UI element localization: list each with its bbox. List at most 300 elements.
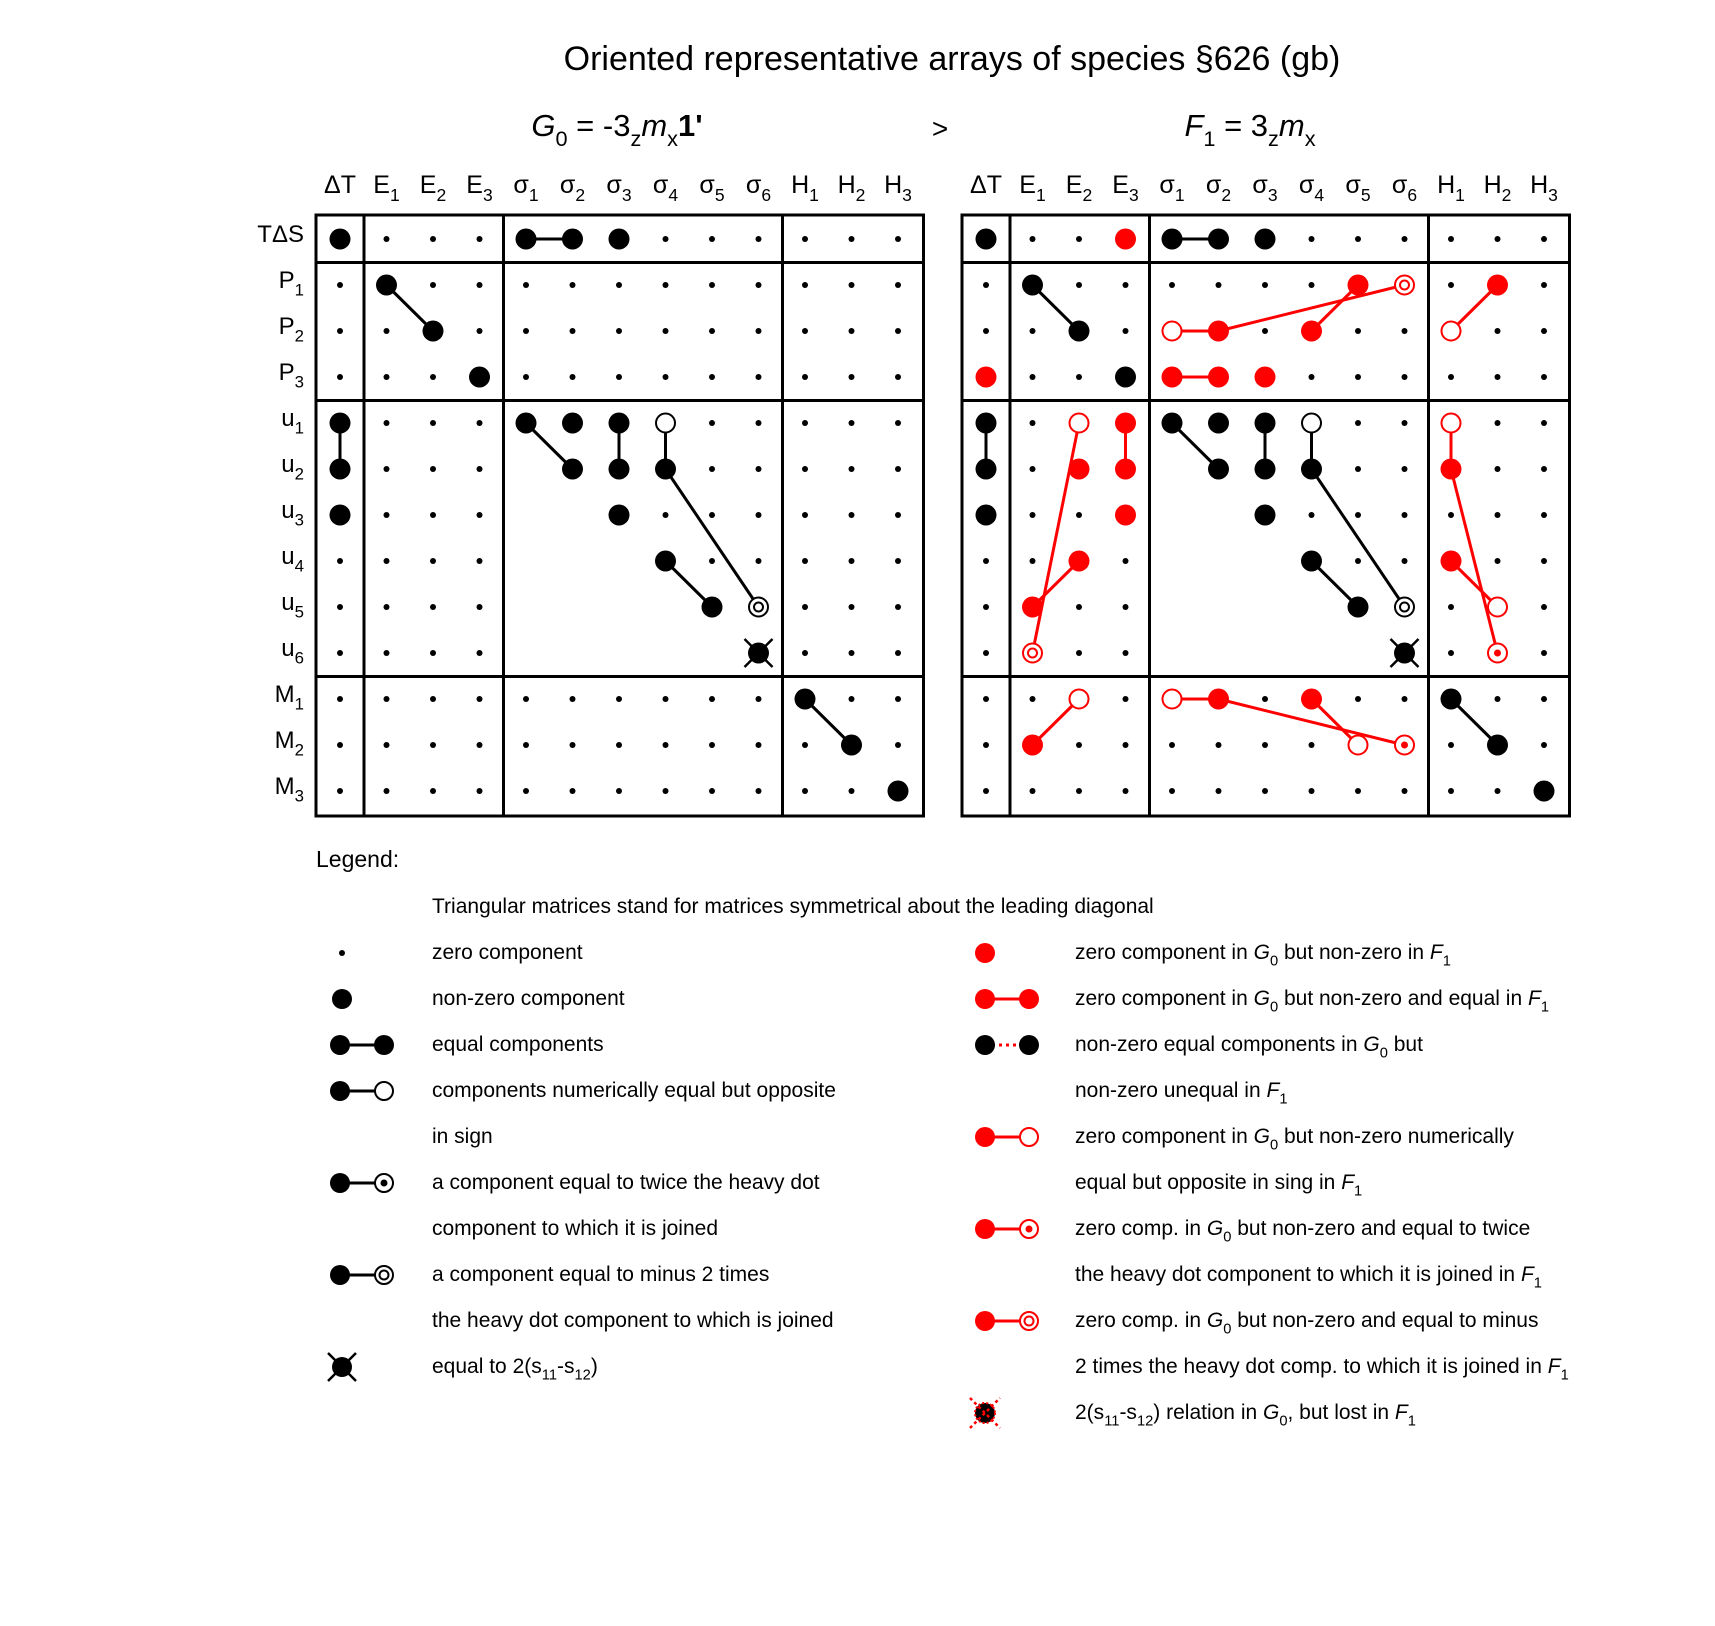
zero-dot — [1355, 696, 1361, 702]
zero-dot — [337, 696, 343, 702]
component-dot — [1487, 735, 1508, 756]
minus-two-inner-circle — [1025, 1317, 1034, 1326]
column-header: $\sigma_3$ — [606, 171, 632, 205]
zero-dot — [430, 374, 436, 380]
zero-dot — [663, 374, 669, 380]
zero-dot — [1262, 282, 1268, 288]
zero-dot — [1309, 374, 1315, 380]
zero-dot — [1076, 512, 1082, 518]
zero-dot — [477, 282, 483, 288]
column-header: $H_2$ — [837, 171, 866, 205]
zero-dot — [384, 420, 390, 426]
zero-dot — [616, 742, 622, 748]
legend-item-text: zero component in $G_0$ but non-zero and equal in $F_1$ — [1075, 987, 1549, 1016]
red-component-dot — [1301, 689, 1322, 710]
twice-circle-center — [1401, 742, 1408, 749]
zero-dot — [849, 282, 855, 288]
zero-dot — [1495, 236, 1501, 242]
zero-dot — [756, 420, 762, 426]
zero-dot — [337, 788, 343, 794]
component-dot — [609, 413, 630, 434]
red-component-dot — [975, 1219, 995, 1239]
zero-dot — [1030, 788, 1036, 794]
component-dot — [609, 229, 630, 250]
component-dot — [330, 505, 351, 526]
opposite-sign-circle — [1349, 736, 1368, 755]
zero-dot — [983, 788, 989, 794]
zero-dot — [523, 328, 529, 334]
red-component-dot — [1162, 367, 1183, 388]
red-component-dot — [1115, 505, 1136, 526]
zero-dot — [1541, 650, 1547, 656]
zero-dot — [849, 650, 855, 656]
zero-dot — [802, 282, 808, 288]
zero-dot — [430, 282, 436, 288]
component-dot — [374, 1035, 394, 1055]
component-dot — [1348, 597, 1369, 618]
zero-dot — [523, 282, 529, 288]
opposite-sign-circle — [1070, 414, 1089, 433]
zero-dot — [802, 328, 808, 334]
zero-dot — [983, 328, 989, 334]
component-dot — [330, 1035, 350, 1055]
column-header: $H_3$ — [1530, 171, 1558, 205]
zero-dot — [1355, 420, 1361, 426]
legend-item-text: non-zero equal components in $G_0$ but — [1075, 1033, 1423, 1062]
zero-dot — [1448, 650, 1454, 656]
red-component-dot — [1255, 367, 1276, 388]
zero-dot — [339, 950, 345, 956]
zero-dot — [477, 420, 483, 426]
component-dot — [1115, 367, 1136, 388]
zero-dot — [384, 604, 390, 610]
column-header: $\sigma_5$ — [699, 171, 725, 205]
zero-dot — [1030, 512, 1036, 518]
component-dot — [975, 1035, 995, 1055]
twice-circle-center — [381, 1180, 388, 1187]
zero-dot — [1030, 236, 1036, 242]
red-component-dot — [1115, 413, 1136, 434]
legend-item-text: equal to $2(s_{11}-s_{12})$ — [432, 1355, 598, 1384]
zero-dot — [1309, 282, 1315, 288]
zero-dot — [1541, 374, 1547, 380]
zero-dot — [1402, 374, 1408, 380]
zero-dot — [1495, 558, 1501, 564]
zero-dot — [709, 466, 715, 472]
red-component-dot — [1208, 689, 1229, 710]
zero-dot — [1030, 328, 1036, 334]
zero-dot — [849, 512, 855, 518]
red-component-dot — [1069, 459, 1090, 480]
zero-dot — [1448, 512, 1454, 518]
row-header: $u_3$ — [281, 497, 304, 530]
zero-dot — [570, 328, 576, 334]
zero-dot — [1076, 282, 1082, 288]
opposite-sign-circle — [656, 414, 675, 433]
zero-dot — [1495, 788, 1501, 794]
zero-dot — [616, 374, 622, 380]
zero-dot — [570, 282, 576, 288]
component-dot — [841, 735, 862, 756]
legend-item-text: component to which it is joined — [432, 1217, 718, 1240]
row-header: $u_6$ — [281, 635, 304, 668]
opposite-sign-circle — [1488, 598, 1507, 617]
column-header: $H_2$ — [1483, 171, 1512, 205]
component-dot — [376, 275, 397, 296]
zero-dot — [1123, 558, 1129, 564]
zero-dot — [1076, 742, 1082, 748]
zero-dot — [709, 512, 715, 518]
column-header: $\sigma_5$ — [1345, 171, 1371, 205]
zero-dot — [1495, 696, 1501, 702]
red-component-dot — [1069, 551, 1090, 572]
zero-dot — [756, 328, 762, 334]
zero-dot — [709, 282, 715, 288]
zero-dot — [709, 696, 715, 702]
zero-dot — [802, 374, 808, 380]
zero-dot — [1448, 788, 1454, 794]
component-dot — [516, 413, 537, 434]
zero-dot — [570, 696, 576, 702]
zero-dot — [477, 328, 483, 334]
component-dot — [1162, 413, 1183, 434]
legend-item-text: zero component — [432, 941, 583, 964]
component-dot — [1019, 1035, 1039, 1055]
minus-two-inner-circle — [1028, 649, 1037, 658]
group-header-g0: $G_0 = -3_zm_x1'$ — [531, 108, 703, 151]
zero-dot — [1402, 328, 1408, 334]
zero-dot — [983, 282, 989, 288]
zero-dot — [1169, 788, 1175, 794]
column-header: $E_3$ — [466, 171, 493, 205]
zero-dot — [1402, 466, 1408, 472]
component-dot — [655, 459, 676, 480]
zero-dot — [663, 696, 669, 702]
legend-item-text: a component equal to twice the heavy dot — [432, 1171, 820, 1194]
zero-dot — [802, 788, 808, 794]
zero-dot — [570, 374, 576, 380]
zero-dot — [337, 374, 343, 380]
row-header: $M_1$ — [274, 681, 304, 714]
row-header: $M_3$ — [274, 773, 304, 806]
row-header: $u_4$ — [281, 543, 304, 576]
zero-dot — [477, 512, 483, 518]
zero-dot — [1169, 282, 1175, 288]
column-header: $H_3$ — [884, 171, 912, 205]
opposite-sign-circle — [1070, 690, 1089, 709]
legend-item-text: zero component in $G_0$ but non-zero in $F_1$ — [1075, 941, 1451, 970]
zero-dot — [1355, 328, 1361, 334]
legend-heading: Legend: — [316, 846, 400, 872]
component-dot — [702, 597, 723, 618]
zero-dot — [663, 328, 669, 334]
component-dot — [655, 551, 676, 572]
column-header: $\sigma_2$ — [559, 171, 586, 205]
red-component-dot — [975, 989, 995, 1009]
opposite-sign-circle — [1163, 322, 1182, 341]
zero-dot — [895, 466, 901, 472]
zero-dot — [430, 512, 436, 518]
component-dot — [976, 413, 997, 434]
red-component-dot — [1208, 321, 1229, 342]
zero-dot — [384, 558, 390, 564]
legend-item-text: equal but opposite in sing in $F_1$ — [1075, 1171, 1363, 1200]
opposite-sign-circle — [375, 1082, 393, 1100]
zero-dot — [430, 650, 436, 656]
zero-dot — [756, 558, 762, 564]
zero-dot — [384, 328, 390, 334]
zero-dot — [430, 696, 436, 702]
red-component-dot — [975, 1127, 995, 1147]
zero-dot — [849, 696, 855, 702]
zero-dot — [616, 328, 622, 334]
zero-dot — [663, 282, 669, 288]
zero-dot — [477, 742, 483, 748]
zero-dot — [1262, 696, 1268, 702]
zero-dot — [1402, 420, 1408, 426]
zero-dot — [1030, 374, 1036, 380]
zero-dot — [384, 742, 390, 748]
red-component-dot — [1022, 597, 1043, 618]
zero-dot — [430, 236, 436, 242]
zero-dot — [849, 374, 855, 380]
zero-dot — [709, 742, 715, 748]
zero-dot — [1123, 604, 1129, 610]
zero-dot — [1541, 558, 1547, 564]
legend-item-text: the heavy dot component to which it is joined in $F_1$ — [1075, 1263, 1542, 1292]
zero-dot — [1030, 420, 1036, 426]
zero-dot — [802, 466, 808, 472]
zero-dot — [663, 236, 669, 242]
zero-dot — [1402, 512, 1408, 518]
column-header: $E_3$ — [1112, 171, 1139, 205]
component-dot — [976, 229, 997, 250]
component-dot — [423, 321, 444, 342]
zero-dot — [616, 282, 622, 288]
opposite-sign-circle — [1302, 414, 1321, 433]
legend-item-text: zero comp. in $G_0$ but non-zero and equal to twice — [1075, 1217, 1531, 1246]
zero-dot — [1448, 282, 1454, 288]
zero-dot — [384, 788, 390, 794]
zero-dot — [1309, 236, 1315, 242]
zero-dot — [1495, 420, 1501, 426]
row-header: $M_2$ — [274, 727, 304, 760]
zero-dot — [895, 650, 901, 656]
zero-dot — [1123, 788, 1129, 794]
component-dot — [330, 1081, 350, 1101]
component-dot — [1255, 229, 1276, 250]
column-header: $\sigma_3$ — [1252, 171, 1278, 205]
minus-two-inner-circle — [1400, 281, 1409, 290]
component-dot — [562, 229, 583, 250]
zero-dot — [895, 558, 901, 564]
opposite-sign-circle — [1020, 1128, 1038, 1146]
component-dot — [1301, 551, 1322, 572]
legend-item-text: zero comp. in $G_0$ but non-zero and equal to minus — [1075, 1309, 1539, 1338]
column-header: ΔT — [970, 171, 1002, 199]
zero-dot — [1076, 604, 1082, 610]
zero-dot — [570, 788, 576, 794]
component-dot — [330, 413, 351, 434]
zero-dot — [1030, 558, 1036, 564]
zero-dot — [430, 742, 436, 748]
zero-dot — [709, 788, 715, 794]
zero-dot — [895, 282, 901, 288]
component-dot — [609, 459, 630, 480]
zero-dot — [1123, 650, 1129, 656]
group-relation: > — [931, 113, 949, 144]
column-header: $\sigma_1$ — [513, 171, 539, 205]
zero-dot — [1123, 696, 1129, 702]
component-dot — [562, 413, 583, 434]
zero-dot — [895, 236, 901, 242]
zero-dot — [709, 236, 715, 242]
zero-dot — [570, 742, 576, 748]
zero-dot — [1309, 512, 1315, 518]
component-dot — [1301, 459, 1322, 480]
opposite-sign-circle — [1163, 690, 1182, 709]
zero-dot — [802, 420, 808, 426]
zero-dot — [1495, 374, 1501, 380]
column-header: $\sigma_6$ — [1391, 171, 1418, 205]
zero-dot — [895, 420, 901, 426]
zero-dot — [849, 420, 855, 426]
twice-circle-center — [1494, 650, 1501, 657]
zero-dot — [1030, 696, 1036, 702]
zero-dot — [477, 650, 483, 656]
column-header: ΔT — [324, 171, 356, 199]
zero-dot — [709, 374, 715, 380]
zero-dot — [1262, 788, 1268, 794]
zero-dot — [983, 650, 989, 656]
legend-item-text: $2(s_{11}-s_{12})$ relation in $G_0$, but lost in $F_1$ — [1075, 1401, 1416, 1430]
red-component-dot — [975, 1311, 995, 1331]
column-header: $\sigma_6$ — [745, 171, 772, 205]
component-dot — [888, 781, 909, 802]
red-component-dot — [1019, 989, 1039, 1009]
zero-dot — [1309, 788, 1315, 794]
zero-dot — [1030, 466, 1036, 472]
legend-item-text: non-zero unequal in $F_1$ — [1075, 1079, 1288, 1108]
zero-dot — [709, 558, 715, 564]
component-dot — [976, 459, 997, 480]
zero-dot — [895, 604, 901, 610]
component-dot — [330, 1173, 350, 1193]
zero-dot — [1169, 742, 1175, 748]
zero-dot — [1216, 788, 1222, 794]
figure-title: Oriented representative arrays of species §626 (gb) — [563, 40, 1341, 78]
zero-dot — [337, 742, 343, 748]
legend-item-text: non-zero component — [432, 987, 625, 1010]
column-header: $\sigma_2$ — [1205, 171, 1232, 205]
zero-dot — [709, 328, 715, 334]
zero-dot — [1355, 788, 1361, 794]
component-dot — [1208, 459, 1229, 480]
zero-dot — [1495, 328, 1501, 334]
zero-dot — [1123, 742, 1129, 748]
red-component-dot — [1441, 551, 1462, 572]
zero-dot — [477, 604, 483, 610]
zero-dot — [802, 650, 808, 656]
zero-dot — [477, 558, 483, 564]
zero-dot — [756, 512, 762, 518]
column-header: $\sigma_4$ — [1298, 171, 1325, 205]
component-dot — [1255, 505, 1276, 526]
opposite-sign-circle — [1442, 322, 1461, 341]
column-header: $E_1$ — [373, 171, 400, 205]
column-header: $\sigma_1$ — [1159, 171, 1185, 205]
zero-dot — [384, 512, 390, 518]
zero-dot — [1448, 604, 1454, 610]
zero-dot — [616, 696, 622, 702]
zero-dot — [523, 742, 529, 748]
zero-dot — [1355, 466, 1361, 472]
component-dot — [469, 367, 490, 388]
component-dot — [1534, 781, 1555, 802]
minus-two-inner-circle — [1400, 603, 1409, 612]
zero-dot — [337, 282, 343, 288]
component-dot — [795, 689, 816, 710]
zero-dot — [895, 374, 901, 380]
column-header: $E_1$ — [1019, 171, 1046, 205]
zero-dot — [895, 512, 901, 518]
row-header: $P_2$ — [278, 313, 304, 346]
zero-dot — [1076, 650, 1082, 656]
minus-two-inner-circle — [754, 603, 763, 612]
zero-dot — [477, 466, 483, 472]
red-component-dot — [975, 943, 995, 963]
zero-dot — [523, 374, 529, 380]
zero-dot — [337, 650, 343, 656]
component-dot — [330, 459, 351, 480]
column-header: $E_2$ — [1065, 171, 1093, 205]
component-dot — [1069, 321, 1090, 342]
zero-dot — [523, 696, 529, 702]
zero-dot — [1448, 374, 1454, 380]
opposite-sign-circle — [1442, 414, 1461, 433]
zero-dot — [384, 650, 390, 656]
zero-dot — [849, 788, 855, 794]
zero-dot — [756, 788, 762, 794]
zero-dot — [1355, 374, 1361, 380]
zero-dot — [802, 742, 808, 748]
component-dot — [609, 505, 630, 526]
zero-dot — [983, 604, 989, 610]
twice-circle-center — [1026, 1226, 1033, 1233]
zero-dot — [663, 788, 669, 794]
zero-dot — [983, 742, 989, 748]
zero-dot — [849, 466, 855, 472]
legend-item-text: zero component in $G_0$ but non-zero numerically — [1075, 1125, 1514, 1154]
row-header: $P_3$ — [278, 359, 304, 392]
zero-dot — [337, 558, 343, 564]
legend-note: Triangular matrices stand for matrices symmetrical about the leading diagonal — [432, 895, 1154, 918]
zero-dot — [802, 604, 808, 610]
row-header: $P_1$ — [278, 267, 304, 300]
legend-item-text: 2 times the heavy dot comp. to which it is joined in $F_1$ — [1075, 1355, 1569, 1384]
row-header: TΔS — [257, 221, 304, 248]
zero-dot — [1402, 558, 1408, 564]
zero-dot — [337, 328, 343, 334]
zero-dot — [477, 788, 483, 794]
zero-dot — [756, 466, 762, 472]
zero-dot — [477, 696, 483, 702]
zero-dot — [756, 282, 762, 288]
component-dot — [1255, 459, 1276, 480]
component-dot — [1441, 689, 1462, 710]
zero-dot — [430, 558, 436, 564]
component-dot — [1208, 413, 1229, 434]
